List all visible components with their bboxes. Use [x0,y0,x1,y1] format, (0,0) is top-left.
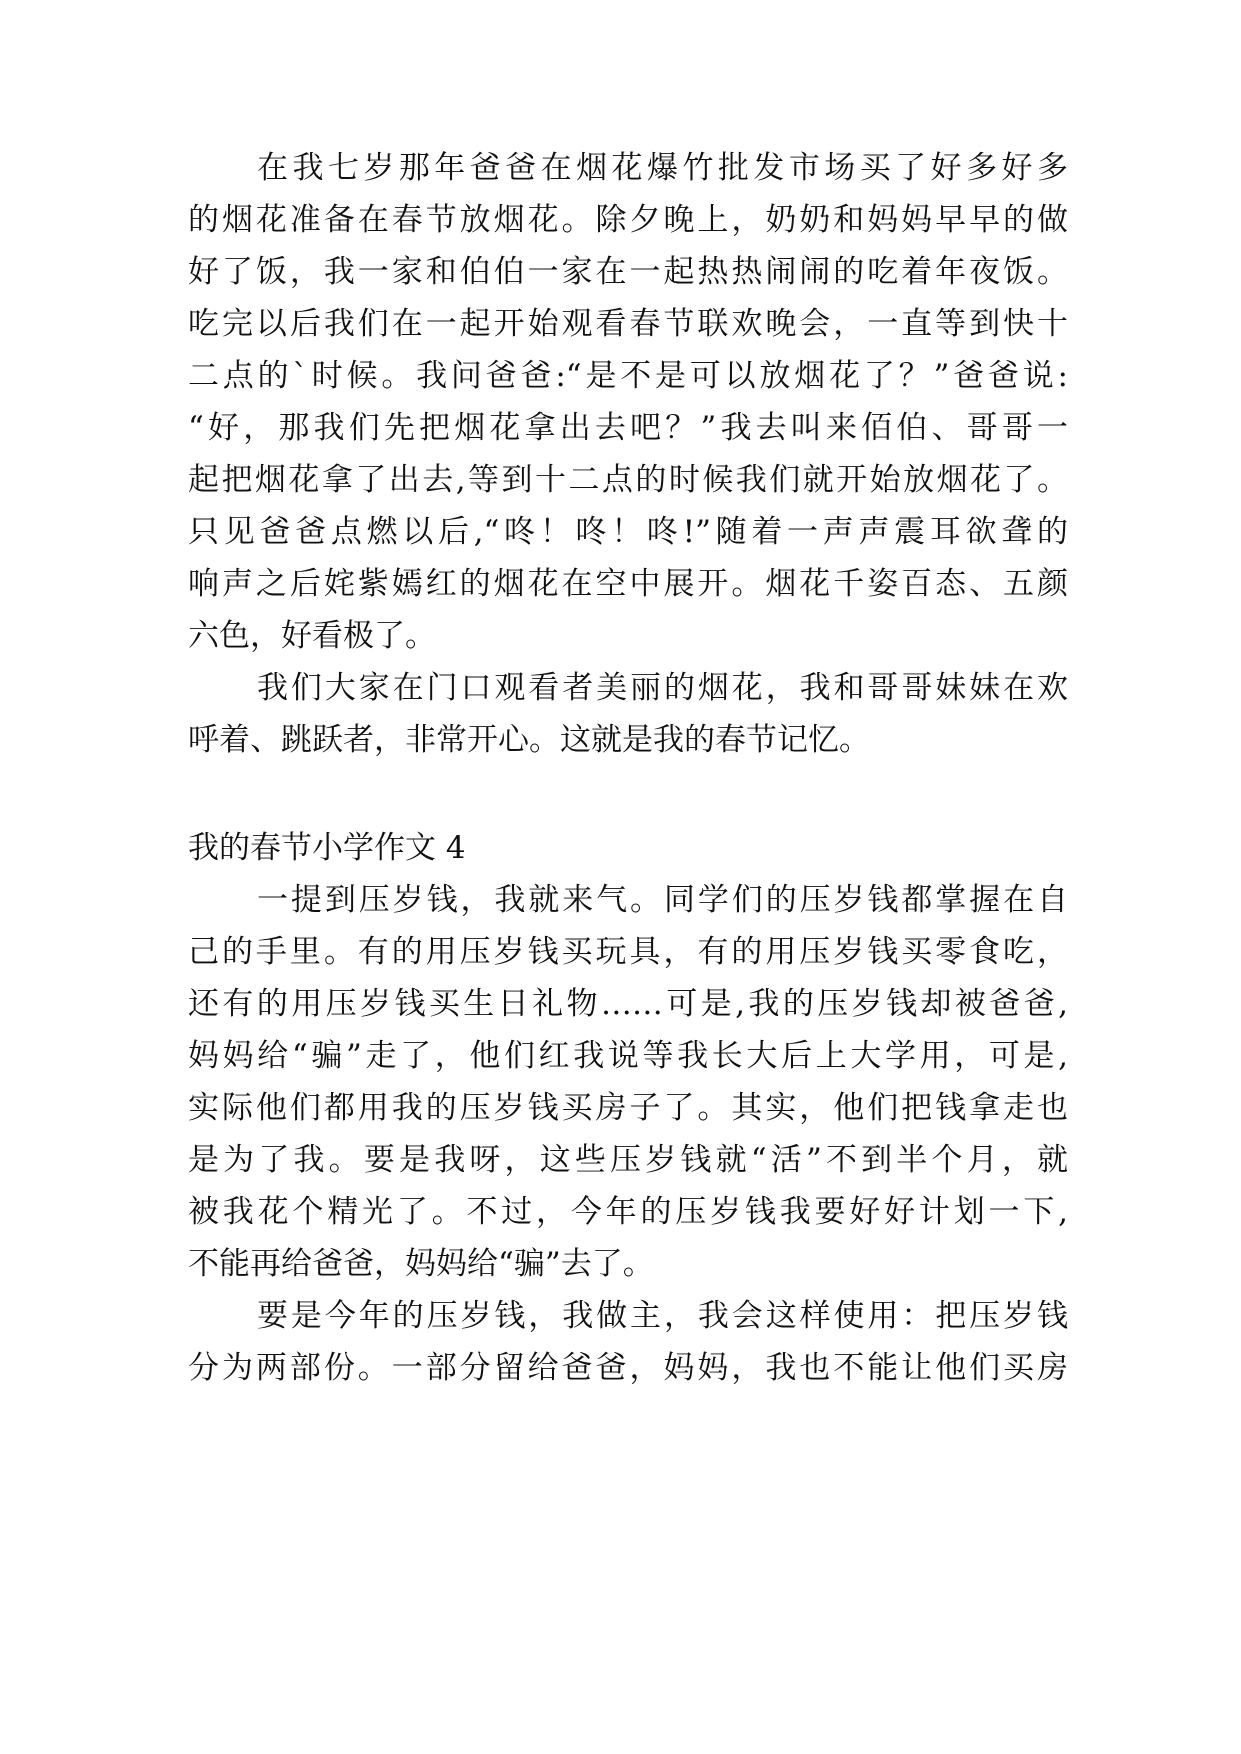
paragraph-line: 实际他们都用我的压岁钱买房子了。其实，他们把钱拿走也 [188,1090,1068,1126]
paragraph-line: 分为两部份。一部分留给爸爸，妈妈，我也不能让他们买房 [188,1350,1068,1386]
paragraph-line: 起把烟花拿了出去,等到十二点的时候我们就开始放烟花了。 [188,462,1068,498]
paragraph-line: 二点的`时候。我问爸爸:“是不是可以放烟花了？”爸爸说: [188,358,1068,394]
paragraph-line: 要是今年的压岁钱，我做主，我会这样使用：把压岁钱 [257,1298,1068,1334]
paragraph-line: 己的手里。有的用压岁钱买玩具，有的用压岁钱买零食吃， [188,934,1068,970]
paragraph-line: 妈妈给“骗”走了，他们红我说等我长大后上大学用，可是, [188,1038,1068,1074]
paragraph-line: 被我花个精光了。不过，今年的压岁钱我要好好计划一下, [188,1194,1068,1230]
paragraph-line: 只见爸爸点燃以后,“咚！咚！咚!”随着一声声震耳欲聋的 [188,514,1068,550]
paragraph-line: 在我七岁那年爸爸在烟花爆竹批发市场买了好多好多 [257,150,1068,186]
paragraph-line: 呼着、跳跃者，非常开心。这就是我的春节记忆。 [188,722,870,758]
paragraph-line: 好了饭，我一家和伯伯一家在一起热热闹闹的吃着年夜饭。 [188,254,1068,290]
paragraph-line: 响声之后姹紫嫣红的烟花在空中展开。烟花千姿百态、五颜 [188,566,1068,602]
paragraph-line: 还有的用压岁钱买生日礼物……可是,我的压岁钱却被爸爸, [188,986,1068,1022]
paragraph-line: 不能再给爸爸，妈妈给“骗”去了。 [188,1246,654,1282]
paragraph-line: 我们大家在门口观看者美丽的烟花，我和哥哥妹妹在欢 [257,670,1068,706]
paragraph-line: 的烟花准备在春节放烟花。除夕晚上，奶奶和妈妈早早的做 [188,202,1068,238]
paragraph-line: 一提到压岁钱，我就来气。同学们的压岁钱都掌握在自 [257,882,1068,918]
paragraph-line: “好，那我们先把烟花拿出去吧？”我去叫来佰伯、哥哥一 [188,410,1068,446]
paragraph-line: 六色，好看极了。 [188,618,436,654]
paragraph-line: 是为了我。要是我呀，这些压岁钱就“活”不到半个月，就 [188,1142,1068,1178]
section-heading: 我的春节小学作文 4 [188,830,466,866]
paragraph-line: 吃完以后我们在一起开始观看春节联欢晚会，一直等到快十 [188,306,1068,342]
